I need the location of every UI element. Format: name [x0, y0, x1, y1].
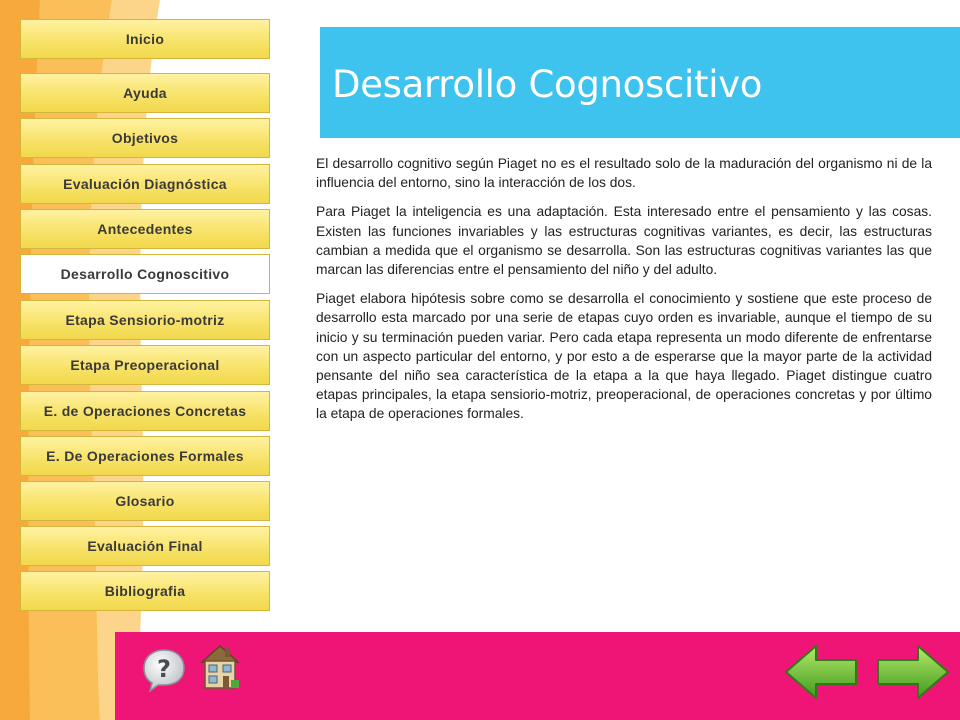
- nav-item-etapa-sensiorio-motriz[interactable]: [20, 300, 270, 340]
- nav-item-ayuda[interactable]: [20, 73, 270, 113]
- nav-item-operaciones-concretas[interactable]: [20, 391, 270, 431]
- nav-item-label: E. de Operaciones Concretas: [43, 403, 247, 419]
- nav-item-label: Evaluación Diagnóstica: [63, 176, 227, 192]
- nav-item-label: Inicio: [125, 31, 165, 47]
- nav-item-label: Glosario: [115, 493, 175, 509]
- help-button[interactable]: [138, 648, 186, 692]
- nav-item-bibliografia[interactable]: [20, 571, 270, 611]
- nav-item-glosario[interactable]: [20, 481, 270, 521]
- nav-item-label: Etapa Preoperacional: [70, 357, 220, 373]
- nav-item-label: Bibliografia: [104, 583, 186, 599]
- nav-item-antecedentes[interactable]: [20, 209, 270, 249]
- paragraph: Piaget elabora hipótesis sobre como se desarrolla el conocimiento y sostiene que este proceso de desarrollo esta marcado por una serie de etapas cuyo orden es invariable, aunque el tiempo de su inicio y su terminación pueden variar. Pero cada etapa representa un modo diferente de enfrentarse con un aspecto particular del entorno, y por esto a de esperarse que la mayor parte de la actividad pensante del niño sea característica de la etapa a la que haya llegado. Piaget distingue cuatro etapas principales, la etapa sensiorio-motriz, preoperacional, de operaciones concretas y por último la etapa de operaciones formales.: [316, 291, 932, 422]
- nav-item-etapa-preoperacional[interactable]: [20, 345, 270, 385]
- help-glyph: ?: [157, 655, 171, 683]
- nav-item-inicio[interactable]: [20, 19, 270, 59]
- nav-item-operaciones-formales[interactable]: [20, 436, 270, 476]
- arrow-right-icon: [874, 640, 952, 704]
- nav-item-label: Ayuda: [123, 85, 167, 101]
- nav-item-evaluacion-final[interactable]: [20, 526, 270, 566]
- paragraph: Para Piaget la inteligencia es una adaptación. Esta interesado entre el pensamiento y las cosas. Existen las funciones invariables y las estructuras cognitivas variantes, es decir, las estructuras cambian a medida que el organismo se desarrolla. Son las estructuras cognitivas variantes las que marcan las diferencias entre el pensamiento del niño y del adulto.: [316, 204, 932, 278]
- nav-item-label: E. De Operaciones Formales: [46, 448, 244, 464]
- nav-item-desarrollo-cognoscitivo[interactable]: [20, 254, 270, 294]
- question-mark-icon: [138, 648, 186, 692]
- content-body: [316, 154, 932, 434]
- previous-button[interactable]: [782, 640, 860, 704]
- title-banner: [320, 27, 960, 138]
- page-title: Desarrollo Cognoscitivo: [332, 63, 763, 106]
- next-button[interactable]: [874, 640, 952, 704]
- house-icon: [198, 642, 242, 690]
- paragraph: El desarrollo cognitivo según Piaget no es el resultado solo de la maduración del organismo ni de la influencia del entorno, sino la interacción de los dos.: [316, 156, 932, 191]
- arrow-left-icon: [782, 640, 860, 704]
- nav-item-objetivos[interactable]: [20, 118, 270, 158]
- nav-item-label: Antecedentes: [97, 221, 193, 237]
- nav-item-label: Desarrollo Cognoscitivo: [60, 266, 230, 282]
- nav-item-label: Objetivos: [111, 130, 179, 146]
- nav-item-evaluacion-diagnostica[interactable]: [20, 164, 270, 204]
- home-button[interactable]: [198, 642, 242, 690]
- nav-item-label: Evaluación Final: [87, 538, 203, 554]
- nav-item-label: Etapa Sensiorio-motriz: [65, 312, 225, 328]
